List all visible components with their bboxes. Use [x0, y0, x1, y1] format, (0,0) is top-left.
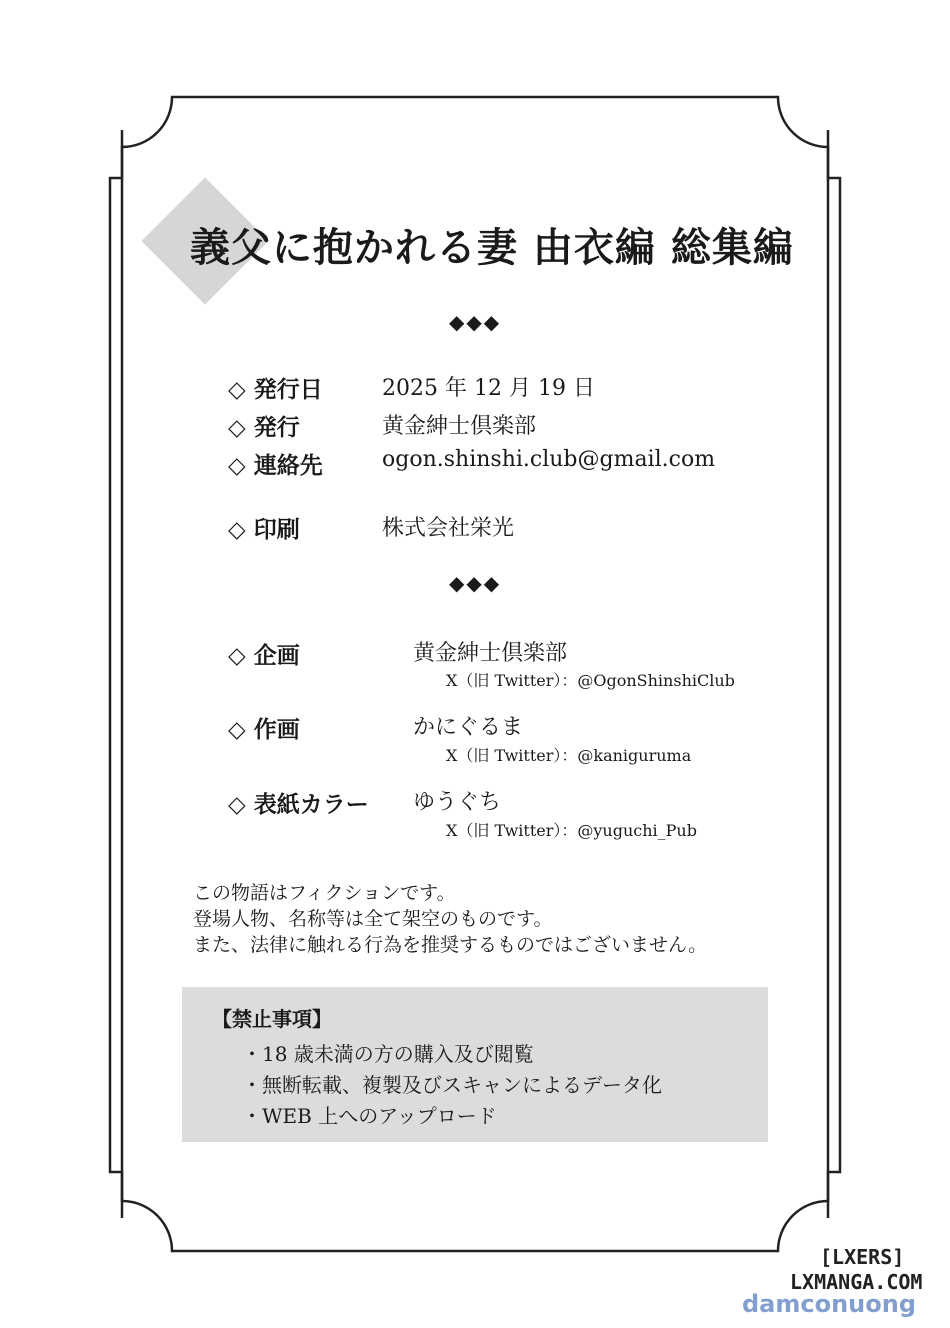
publish-date-value: 2025 年 12 月 19 日	[382, 376, 595, 401]
publisher-value: 黄金紳士倶楽部	[382, 414, 537, 439]
prohibited-title: 【禁止事項】	[212, 1007, 332, 1031]
watermark-damconuong: damconuong	[742, 1290, 917, 1318]
planning-value: 黄金紳士倶楽部	[413, 641, 568, 666]
artwork-social[interactable]: X（旧 Twitter）：@kaniguruma	[446, 746, 692, 765]
divider-top: ◆◆◆	[449, 310, 502, 334]
publish-date-label: ◇ 発行日	[228, 377, 323, 403]
cover-color-value: ゆうぐち	[413, 790, 502, 815]
printer-label: ◇ 印刷	[228, 517, 300, 543]
prohibited-item: ・WEB 上へのアップロード	[242, 1104, 497, 1128]
cover-color-label: ◇ 表紙カラー	[228, 792, 369, 818]
artwork-value: かにぐるま	[413, 715, 524, 740]
planning-social[interactable]: X（旧 Twitter）：@OgonShinshiClub	[446, 671, 735, 690]
contact-label: ◇ 連絡先	[228, 453, 323, 479]
divider-middle: ◆◆◆	[449, 571, 502, 595]
cover-color-social[interactable]: X（旧 Twitter）：@yuguchi_Pub	[446, 821, 697, 840]
prohibited-item: ・無断転載、複製及びスキャンによるデータ化	[242, 1073, 662, 1097]
notice-line: また、法律に触れる行為を推奨するものではございません。	[193, 934, 708, 956]
prohibited-item: ・18 歳未満の方の購入及び閲覧	[242, 1042, 534, 1066]
publisher-label: ◇ 発行	[228, 415, 300, 441]
notice-line: この物語はフィクションです。	[193, 882, 456, 904]
notice-line: 登場人物、名称等は全て架空のものです。	[193, 908, 553, 930]
contact-email[interactable]: ogon.shinshi.club@gmail.com	[382, 447, 716, 472]
page-title: 義父に抱かれる妻 由衣編 総集編	[190, 224, 794, 271]
planning-label: ◇ 企画	[228, 643, 300, 669]
artwork-label: ◇ 作画	[228, 717, 300, 743]
watermark-lxmanga: LXMANGA.COM	[790, 1270, 923, 1294]
printer-value: 株式会社栄光	[382, 516, 515, 541]
fiction-notice	[193, 880, 707, 958]
watermark-lxers: [LXERS]	[820, 1245, 905, 1269]
